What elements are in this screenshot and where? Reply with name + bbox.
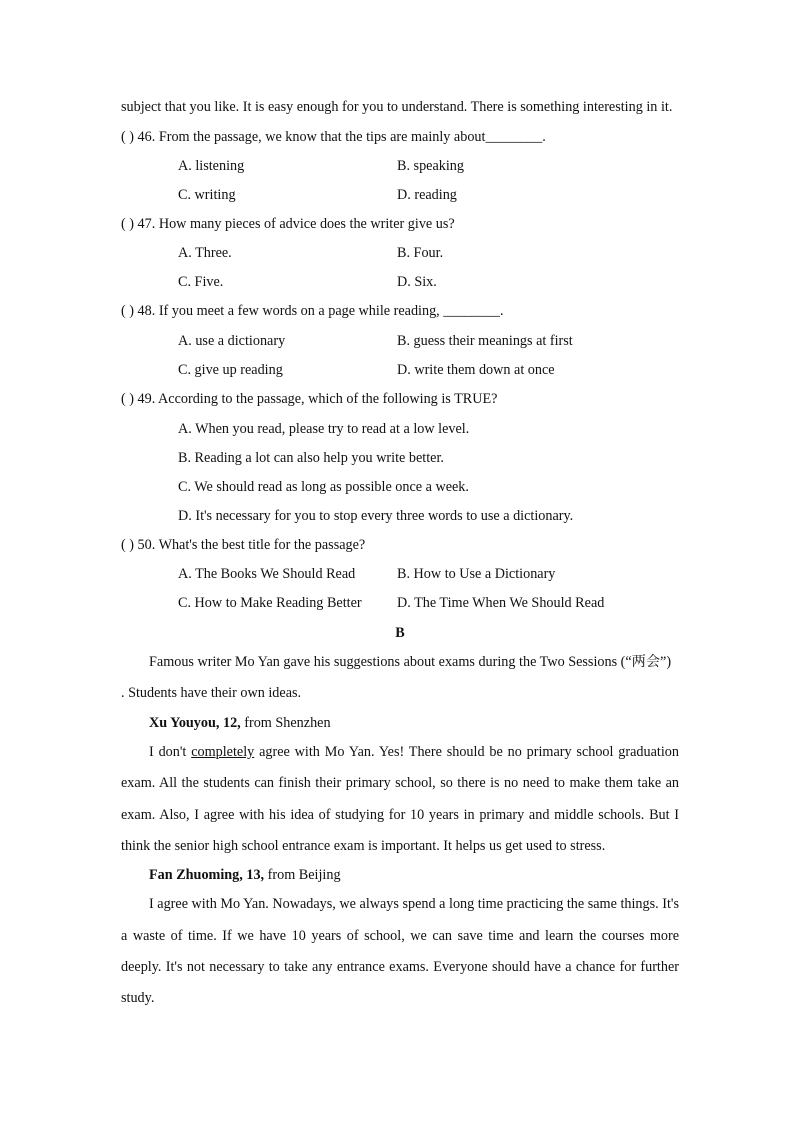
- q50-option-a: A. The Books We Should Read: [178, 566, 356, 582]
- question-49-stem: ( ) 49. According to the passage, which of the following is TRUE?: [121, 391, 498, 407]
- student1-line1: [149, 743, 679, 761]
- q50-option-b: B. How to Use a Dictionary: [397, 566, 556, 582]
- student1-line1-post: agree with Mo Yan. Yes! There should be no primary school graduation: [254, 744, 679, 760]
- q48-option-b: B. guess their meanings at first: [397, 333, 573, 349]
- q46-option-a: A. listening: [178, 158, 245, 174]
- student1-line3: exam. Also, I agree with his idea of studying for 10 years in primary and middle schools. But I: [121, 807, 679, 823]
- q46-option-b: B. speaking: [397, 158, 464, 174]
- student2-name: Fan Zhuoming, 13,: [149, 867, 265, 883]
- student1-line1-pre: I don't: [149, 744, 192, 760]
- section-b-heading: B: [395, 625, 405, 641]
- q47-option-a: A. Three.: [178, 245, 232, 261]
- student2-line1: I agree with Mo Yan. Nowadays, we always spend a long time practicing the same things. It's: [149, 896, 679, 912]
- q50-option-c: C. How to Make Reading Better: [178, 595, 362, 611]
- q47-option-c: C. Five.: [178, 274, 224, 290]
- question-48-stem: ( ) 48. If you meet a few words on a page while reading, ________.: [121, 303, 504, 319]
- student1-heading: [149, 714, 331, 732]
- student1-line2: exam. All the students can finish their primary school, so there is no need to make them take an: [121, 775, 679, 791]
- q49-option-b: B. Reading a lot can also help you write better.: [178, 450, 444, 466]
- q50-option-d: D. The Time When We Should Read: [397, 595, 605, 611]
- student2-line4: study.: [121, 990, 155, 1006]
- q46-option-d: D. reading: [397, 187, 457, 203]
- student2-heading: [149, 866, 341, 884]
- q49-option-a: A. When you read, please try to read at a low level.: [178, 421, 470, 437]
- q48-option-c: C. give up reading: [178, 362, 283, 378]
- student1-from: from Shenzhen: [240, 715, 331, 731]
- section-b-intro-line1: Famous writer Mo Yan gave his suggestions about exams during the Two Sessions (“两会”): [149, 654, 672, 670]
- student2-from: from Beijing: [264, 867, 341, 883]
- question-50-stem: ( ) 50. What's the best title for the passage?: [121, 537, 366, 553]
- underlined-word: completely: [191, 744, 255, 760]
- intro-tail-text: subject that you like. It is easy enough for you to understand. There is something interesting in it.: [121, 99, 673, 115]
- student2-line3: deeply. It's not necessary to take any entrance exams. Everyone should have a chance for further: [121, 959, 679, 975]
- student2-line2: a waste of time. If we have 10 years of school, we can save time and learn the courses more: [121, 928, 679, 944]
- student1-line4: think the senior high school entrance exam is important. It helps us get used to stress.: [121, 838, 606, 854]
- question-47-stem: ( ) 47. How many pieces of advice does the writer give us?: [121, 216, 455, 232]
- question-46-stem: ( ) 46. From the passage, we know that the tips are mainly about________.: [121, 129, 546, 145]
- q48-option-a: A. use a dictionary: [178, 333, 286, 349]
- student1-name: Xu Youyou, 12,: [149, 715, 241, 731]
- q47-option-b: B. Four.: [397, 245, 444, 261]
- section-b-intro-line2: . Students have their own ideas.: [121, 685, 302, 701]
- q47-option-d: D. Six.: [397, 274, 437, 290]
- q49-option-d: D. It's necessary for you to stop every three words to use a dictionary.: [178, 508, 574, 524]
- q49-option-c: C. We should read as long as possible once a week.: [178, 479, 469, 495]
- q48-option-d: D. write them down at once: [397, 362, 555, 378]
- q46-option-c: C. writing: [178, 187, 236, 203]
